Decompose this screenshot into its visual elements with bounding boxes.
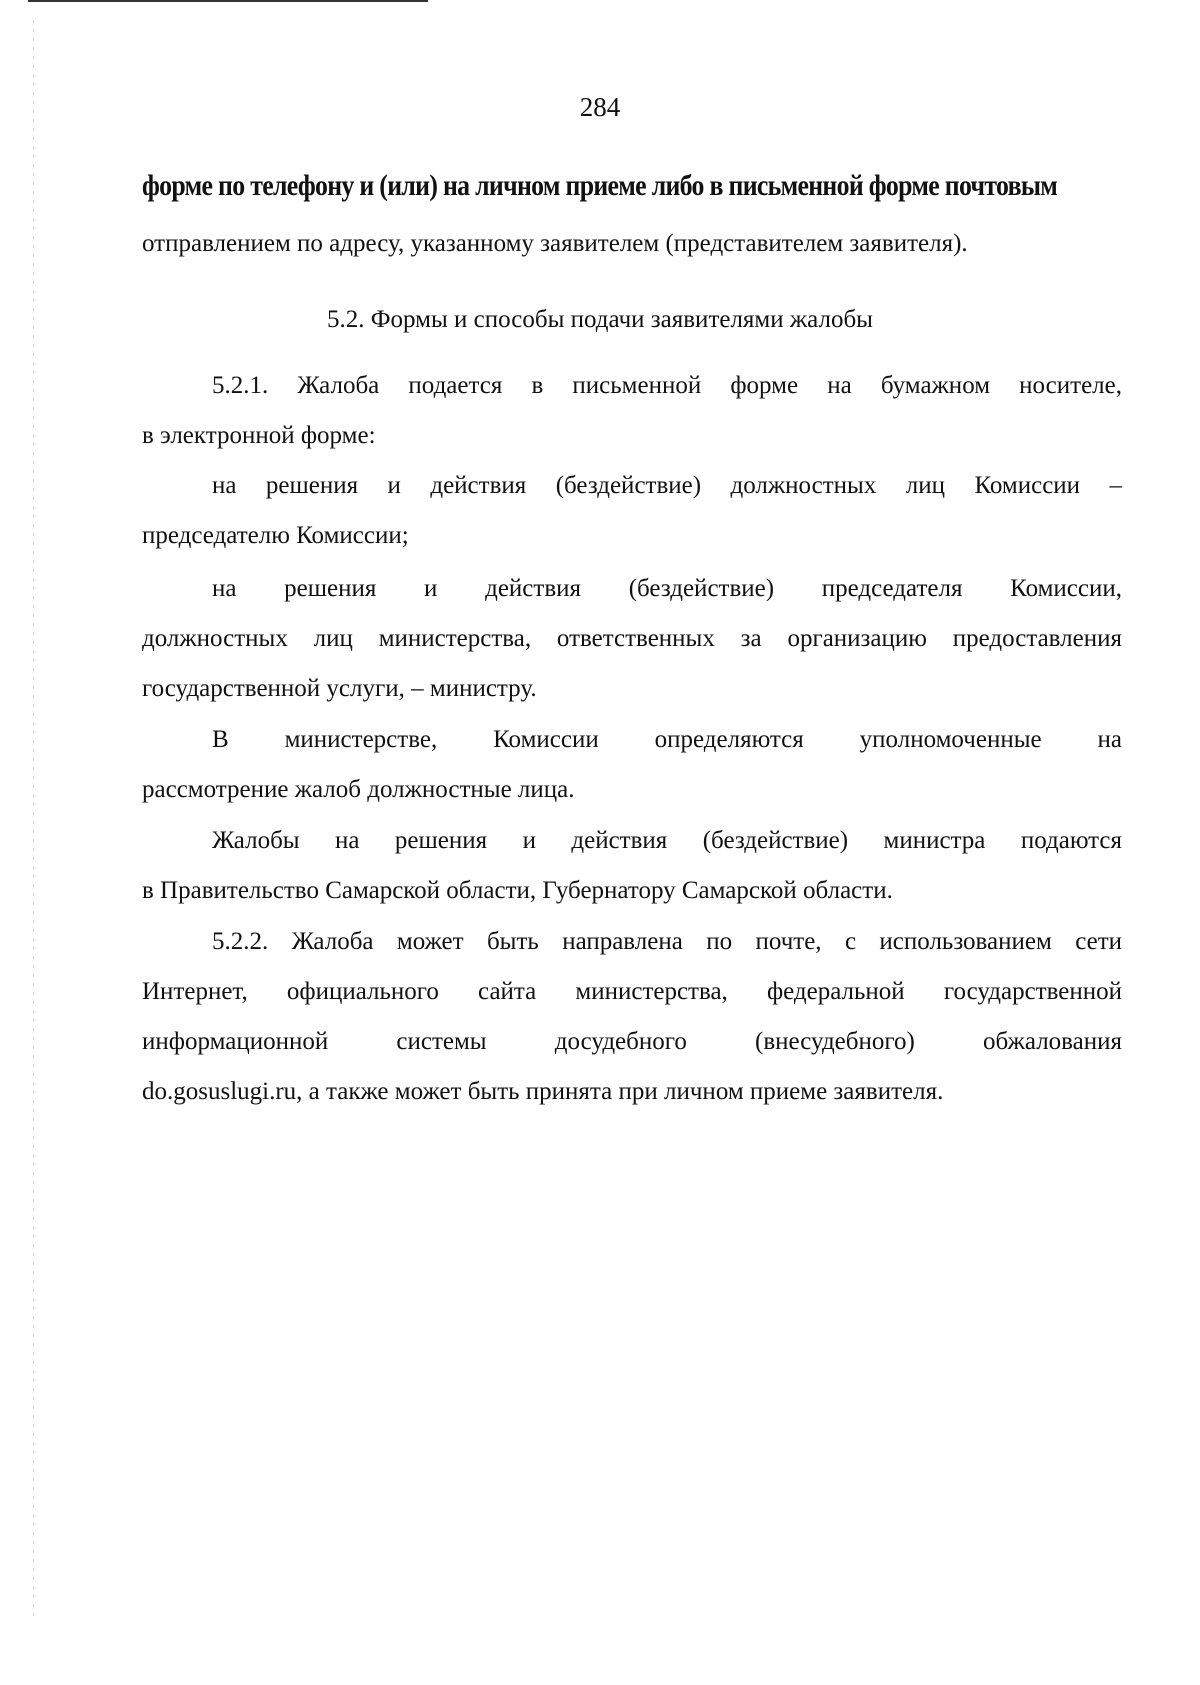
scan-edge-mark	[33, 20, 34, 1620]
text-line-4: 5.2.1. Жалоба подается в письменной форме на бумажном носителе,	[212, 372, 1122, 399]
text-line-7: председателю Комиссии;	[142, 522, 409, 549]
text-line-10: государственной услуги, – министру.	[142, 675, 537, 702]
text-line-2: отправлением по адресу, указанному заявителем (представителем заявителя).	[142, 230, 968, 257]
text-line-8: на решения и действия (бездействие) председателя Комиссии,	[212, 575, 1122, 602]
text-line-6: на решения и действия (бездействие) должностных лиц Комиссии –	[212, 472, 1122, 499]
text-line-15: 5.2.2. Жалоба может быть направлена по почте, с использованием сети	[212, 928, 1122, 955]
text-line-9: должностных лиц министерства, ответственных за организацию предоставления	[142, 625, 1122, 652]
text-line-11: В министерстве, Комиссии определяются уполномоченные на	[212, 726, 1122, 753]
page-number: 284	[579, 92, 621, 122]
text-line-16: Интернет, официального сайта министерства, федеральной государственной	[142, 978, 1122, 1005]
text-line-1: форме по телефону и (или) на личном приеме либо в письменной форме почтовым	[142, 169, 1058, 202]
text-line-14: в Правительство Самарской области, Губернатору Самарской области.	[142, 877, 893, 904]
text-line-12: рассмотрение жалоб должностные лица.	[142, 776, 575, 803]
text-line-18: do.gosuslugi.ru, а также может быть принята при личном приеме заявителя.	[142, 1078, 944, 1105]
text-line-5: в электронной форме:	[142, 422, 376, 449]
section-heading: 5.2. Формы и способы подачи заявителями жалобы	[327, 306, 873, 333]
text-line-13: Жалобы на решения и действия (бездействие) министра подаются	[212, 827, 1122, 854]
top-edge-rule	[28, 0, 428, 2]
text-line-17: информационной системы досудебного (внесудебного) обжалования	[142, 1028, 1122, 1055]
